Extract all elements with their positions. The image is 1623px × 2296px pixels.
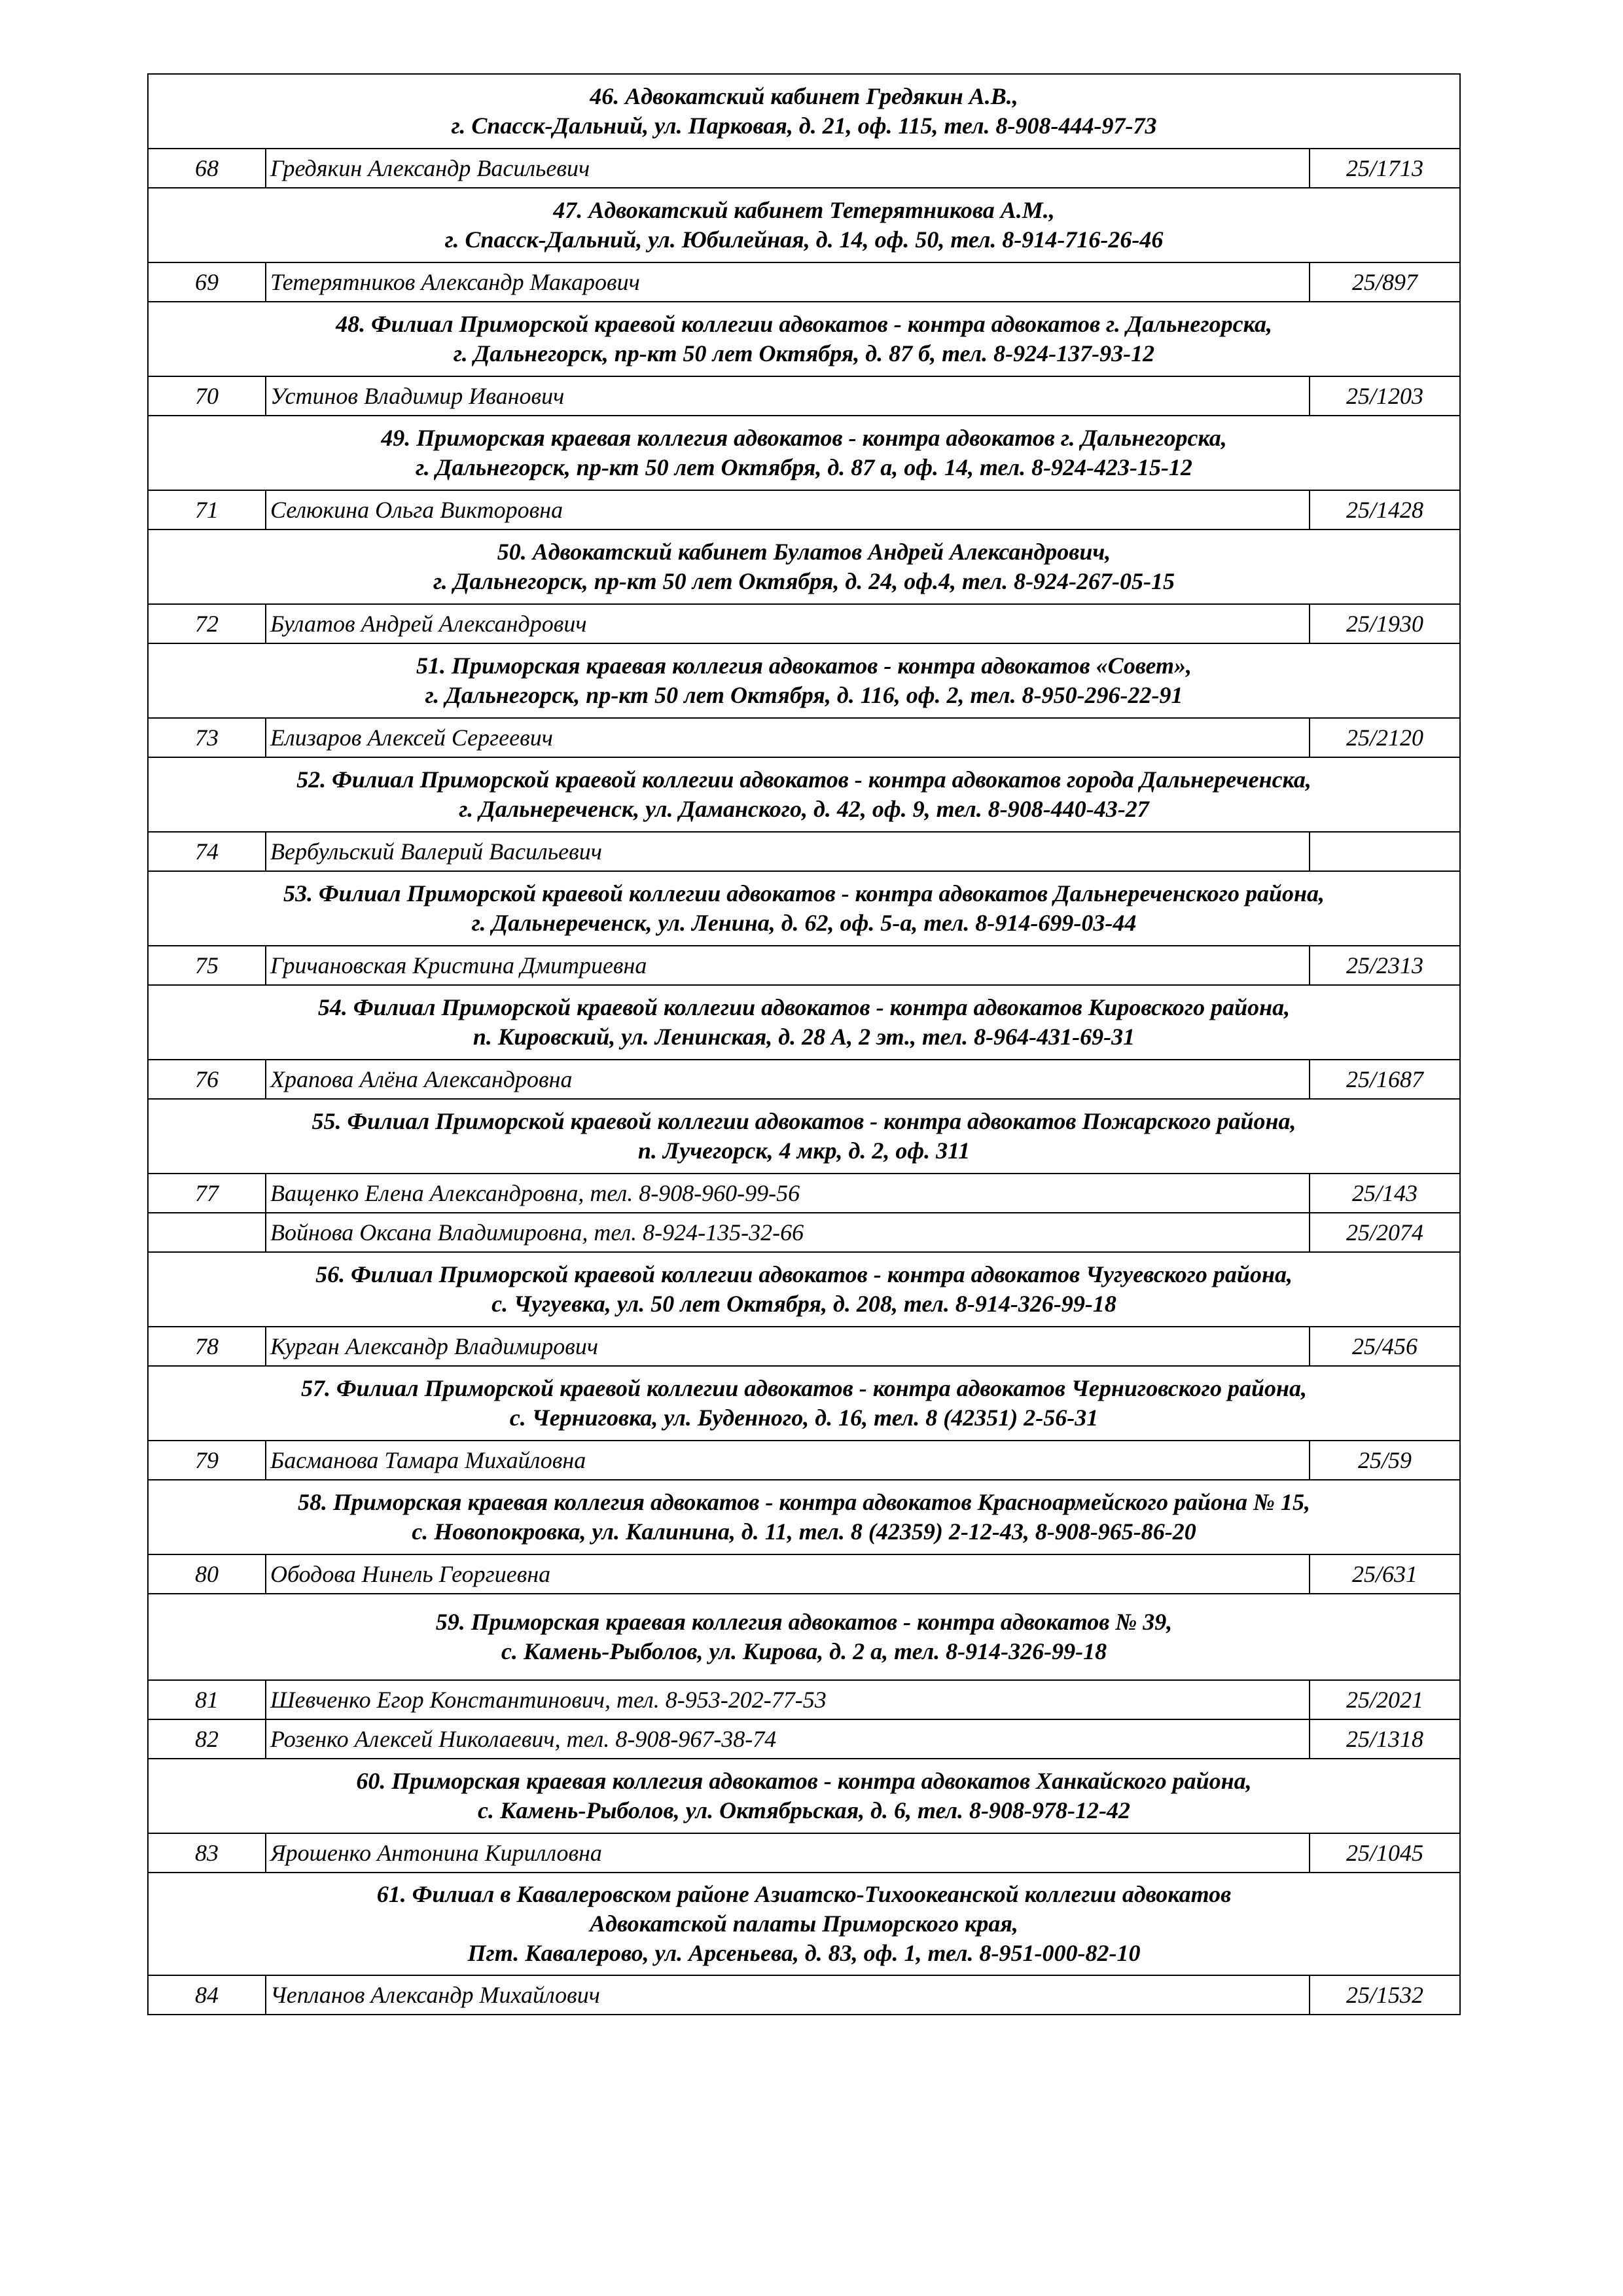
office-header-cell [148, 757, 1460, 832]
advocate-name: Селюкина Ольга Викторовна [266, 490, 1310, 529]
registry-number: 25/1930 [1310, 604, 1460, 643]
office-header-cell [148, 1366, 1460, 1441]
row-number: 74 [148, 832, 266, 871]
office-header [148, 871, 1460, 946]
advocate-name: Тетерятников Александр Макарович [266, 262, 1310, 302]
advocate-name: Гричановская Кристина Дмитриевна [266, 946, 1310, 985]
row-number: 75 [148, 946, 266, 985]
row-number: 72 [148, 604, 266, 643]
advocate-name: Чепланов Александр Михайлович [266, 1975, 1310, 2015]
office-header [148, 643, 1460, 718]
row-number: 79 [148, 1441, 266, 1480]
row-number: 68 [148, 149, 266, 188]
advocate-row [148, 1833, 1460, 1873]
office-title: 61. Филиал в Кавалеровском районе Азиатско-Тихоокеанской коллегии адвокатов [376, 1881, 1232, 1907]
office-header [148, 1366, 1460, 1441]
office-header-cell [148, 1099, 1460, 1174]
office-address: п. Лучегорск, 4 мкр, д. 2, оф. 311 [637, 1138, 971, 1164]
advocate-name: Елизаров Алексей Сергеевич [266, 718, 1310, 757]
advocate-name: Басманова Тамара Михайловна [266, 1441, 1310, 1480]
office-address: г. Спасск-Дальний, ул. Юбилейная, д. 14, оф. 50, тел. 8-914-716-26-46 [444, 226, 1164, 253]
registry-number: 25/1318 [1310, 1719, 1460, 1759]
registry-number [1310, 832, 1460, 871]
office-header-cell [148, 302, 1460, 376]
row-number: 73 [148, 718, 266, 757]
advocate-name: Курган Александр Владимирович [266, 1327, 1310, 1366]
registry-number: 25/456 [1310, 1327, 1460, 1366]
registry-number: 25/143 [1310, 1174, 1460, 1213]
office-title: 58. Приморская краевая коллегия адвокатов - контра адвокатов Красноармейского района № 15, [298, 1489, 1310, 1515]
office-address: с. Камень-Рыболов, ул. Октябрьская, д. 6, тел. 8-908-978-12-42 [478, 1797, 1131, 1823]
office-title: 57. Филиал Приморской краевой коллегии адвокатов - контра адвокатов Черниговского района, [301, 1375, 1307, 1401]
office-title: 53. Филиал Приморской краевой коллегии адвокатов - контра адвокатов Дальнереченского района, [283, 880, 1325, 906]
office-header-cell [148, 1480, 1460, 1554]
row-number: 82 [148, 1719, 266, 1759]
office-address: г. Спасск-Дальний, ул. Парковая, д. 21, оф. 115, тел. 8-908-444-97-73 [451, 113, 1157, 139]
advocate-row [148, 1441, 1460, 1480]
advocate-name: Храпова Алёна Александровна [266, 1060, 1310, 1099]
advocate-name: Булатов Андрей Александрович [266, 604, 1310, 643]
office-title: 46. Адвокатский кабинет Гредякин А.В., [590, 83, 1018, 109]
advocate-row [148, 946, 1460, 985]
office-address: с. Черниговка, ул. Буденного, д. 16, тел. 8 (42351) 2-56-31 [509, 1405, 1099, 1431]
advocate-name: Вербульский Валерий Васильевич [266, 832, 1310, 871]
registry-number: 25/1687 [1310, 1060, 1460, 1099]
registry-number: 25/1532 [1310, 1975, 1460, 2015]
office-header [148, 416, 1460, 490]
registry-number: 25/2021 [1310, 1680, 1460, 1719]
office-title: 48. Филиал Приморской краевой коллегии адвокатов - контра адвокатов г. Дальнегорска, [336, 311, 1272, 337]
row-number: 77 [148, 1174, 266, 1213]
office-address: г. Дальнереченск, ул. Ленина, д. 62, оф. 5-а, тел. 8-914-699-03-44 [471, 910, 1137, 936]
office-header-cell [148, 1252, 1460, 1327]
office-header [148, 1480, 1460, 1554]
office-address: г. Дальнегорск, пр-кт 50 лет Октября, д. 87 б, тел. 8-924-137-93-12 [453, 340, 1155, 367]
row-number: 69 [148, 262, 266, 302]
advocate-name: Войнова Оксана Владимировна, тел. 8-924-135-32-66 [266, 1213, 1310, 1252]
office-address: Пгт. Кавалерово, ул. Арсеньева, д. 83, оф. 1, тел. 8-951-000-82-10 [467, 1940, 1141, 1966]
office-header [148, 1594, 1460, 1680]
office-address: г. Дальнегорск, пр-кт 50 лет Октября, д. 24, оф.4, тел. 8-924-267-05-15 [433, 568, 1175, 594]
advocate-row [148, 718, 1460, 757]
row-number: 81 [148, 1680, 266, 1719]
registry-number: 25/1713 [1310, 149, 1460, 188]
office-title: 47. Адвокатский кабинет Тетерятникова А.М., [553, 197, 1055, 223]
advocate-name: Ярошенко Антонина Кирилловна [266, 1833, 1310, 1873]
row-number: 83 [148, 1833, 266, 1873]
office-address: г. Дальнегорск, пр-кт 50 лет Октября, д. 116, оф. 2, тел. 8-950-296-22-91 [425, 682, 1183, 708]
office-title: 49. Приморская краевая коллегия адвокатов - контра адвокатов г. Дальнегорска, [381, 425, 1227, 451]
office-title: 52. Филиал Приморской краевой коллегии адвокатов - контра адвокатов города Дальнереченска, [296, 766, 1311, 793]
advocates-register-page [147, 73, 1459, 2015]
advocate-row [148, 376, 1460, 416]
office-title: 54. Филиал Приморской краевой коллегии адвокатов - контра адвокатов Кировского района, [317, 994, 1291, 1020]
office-header [148, 302, 1460, 376]
advocate-name: Гредякин Александр Васильевич [266, 149, 1310, 188]
office-subtitle: Адвокатской палаты Приморского края, [590, 1910, 1018, 1937]
office-header [148, 74, 1460, 149]
office-title: 51. Приморская краевая коллегия адвокатов - контра адвокатов «Совет», [416, 653, 1192, 679]
advocate-row [148, 1060, 1460, 1099]
registry-number: 25/631 [1310, 1554, 1460, 1594]
office-header [148, 1759, 1460, 1833]
office-header-cell [148, 643, 1460, 718]
office-header-cell [148, 188, 1460, 262]
registry-number: 25/1203 [1310, 376, 1460, 416]
advocate-row [148, 1213, 1460, 1252]
office-header [148, 985, 1460, 1060]
advocate-row [148, 604, 1460, 643]
advocates-table [147, 73, 1461, 2015]
advocate-row [148, 1975, 1460, 2015]
office-title: 50. Адвокатский кабинет Булатов Андрей Александрович, [497, 539, 1111, 565]
advocate-name: Розенко Алексей Николаевич, тел. 8-908-967-38-74 [266, 1719, 1310, 1759]
office-address: г. Дальнереченск, ул. Даманского, д. 42, оф. 9, тел. 8-908-440-43-27 [459, 796, 1149, 822]
advocate-name: Ващенко Елена Александровна, тел. 8-908-960-99-56 [266, 1174, 1310, 1213]
registry-number: 25/1428 [1310, 490, 1460, 529]
office-address: п. Кировский, ул. Ленинская, д. 28 А, 2 эт., тел. 8-964-431-69-31 [473, 1024, 1135, 1050]
office-address: с. Камень-Рыболов, ул. Кирова, д. 2 а, тел. 8-914-326-99-18 [501, 1638, 1107, 1664]
advocate-name: Шевченко Егор Константинович, тел. 8-953-202-77-53 [266, 1680, 1310, 1719]
office-address: г. Дальнегорск, пр-кт 50 лет Октября, д. 87 а, оф. 14, тел. 8-924-423-15-12 [415, 454, 1193, 480]
registry-number: 25/59 [1310, 1441, 1460, 1480]
row-number [148, 1213, 266, 1252]
office-header-cell [148, 74, 1460, 149]
office-title: 56. Филиал Приморской краевой коллегии адвокатов - контра адвокатов Чугуевского района, [315, 1261, 1293, 1287]
advocate-row [148, 1719, 1460, 1759]
office-header [148, 1252, 1460, 1327]
office-title: 60. Приморская краевая коллегия адвокатов - контра адвокатов Ханкайского района, [356, 1768, 1252, 1794]
row-number: 78 [148, 1327, 266, 1366]
registry-number: 25/2074 [1310, 1213, 1460, 1252]
office-header [148, 1873, 1460, 1975]
registry-number: 25/2120 [1310, 718, 1460, 757]
row-number: 84 [148, 1975, 266, 2015]
office-header-cell [148, 985, 1460, 1060]
advocate-name: Устинов Владимир Иванович [266, 376, 1310, 416]
office-address: с. Чугуевка, ул. 50 лет Октября, д. 208, тел. 8-914-326-99-18 [491, 1291, 1116, 1317]
office-header [148, 757, 1460, 832]
advocate-row [148, 1554, 1460, 1594]
advocate-row [148, 1327, 1460, 1366]
row-number: 76 [148, 1060, 266, 1099]
advocate-row [148, 490, 1460, 529]
office-title: 59. Приморская краевая коллегия адвокатов - контра адвокатов № 39, [435, 1609, 1173, 1635]
row-number: 70 [148, 376, 266, 416]
registry-number: 25/1045 [1310, 1833, 1460, 1873]
office-title: 55. Филиал Приморской краевой коллегии адвокатов - контра адвокатов Пожарского района, [312, 1108, 1296, 1134]
office-header [148, 188, 1460, 262]
row-number: 71 [148, 490, 266, 529]
office-address: с. Новопокровка, ул. Калинина, д. 11, тел. 8 (42359) 2-12-43, 8-908-965-86-20 [412, 1518, 1196, 1545]
registry-number: 25/897 [1310, 262, 1460, 302]
advocate-row [148, 1174, 1460, 1213]
office-header-cell [148, 416, 1460, 490]
office-header-cell [148, 871, 1460, 946]
office-header-cell [148, 1594, 1460, 1680]
advocate-row [148, 149, 1460, 188]
office-header-cell [148, 1759, 1460, 1833]
office-header-cell [148, 1873, 1460, 1975]
advocate-row [148, 262, 1460, 302]
advocate-row [148, 832, 1460, 871]
office-header [148, 529, 1460, 604]
registry-number: 25/2313 [1310, 946, 1460, 985]
office-header [148, 1099, 1460, 1174]
office-header-cell [148, 529, 1460, 604]
row-number: 80 [148, 1554, 266, 1594]
advocate-name: Ободова Нинель Георгиевна [266, 1554, 1310, 1594]
advocate-row [148, 1680, 1460, 1719]
